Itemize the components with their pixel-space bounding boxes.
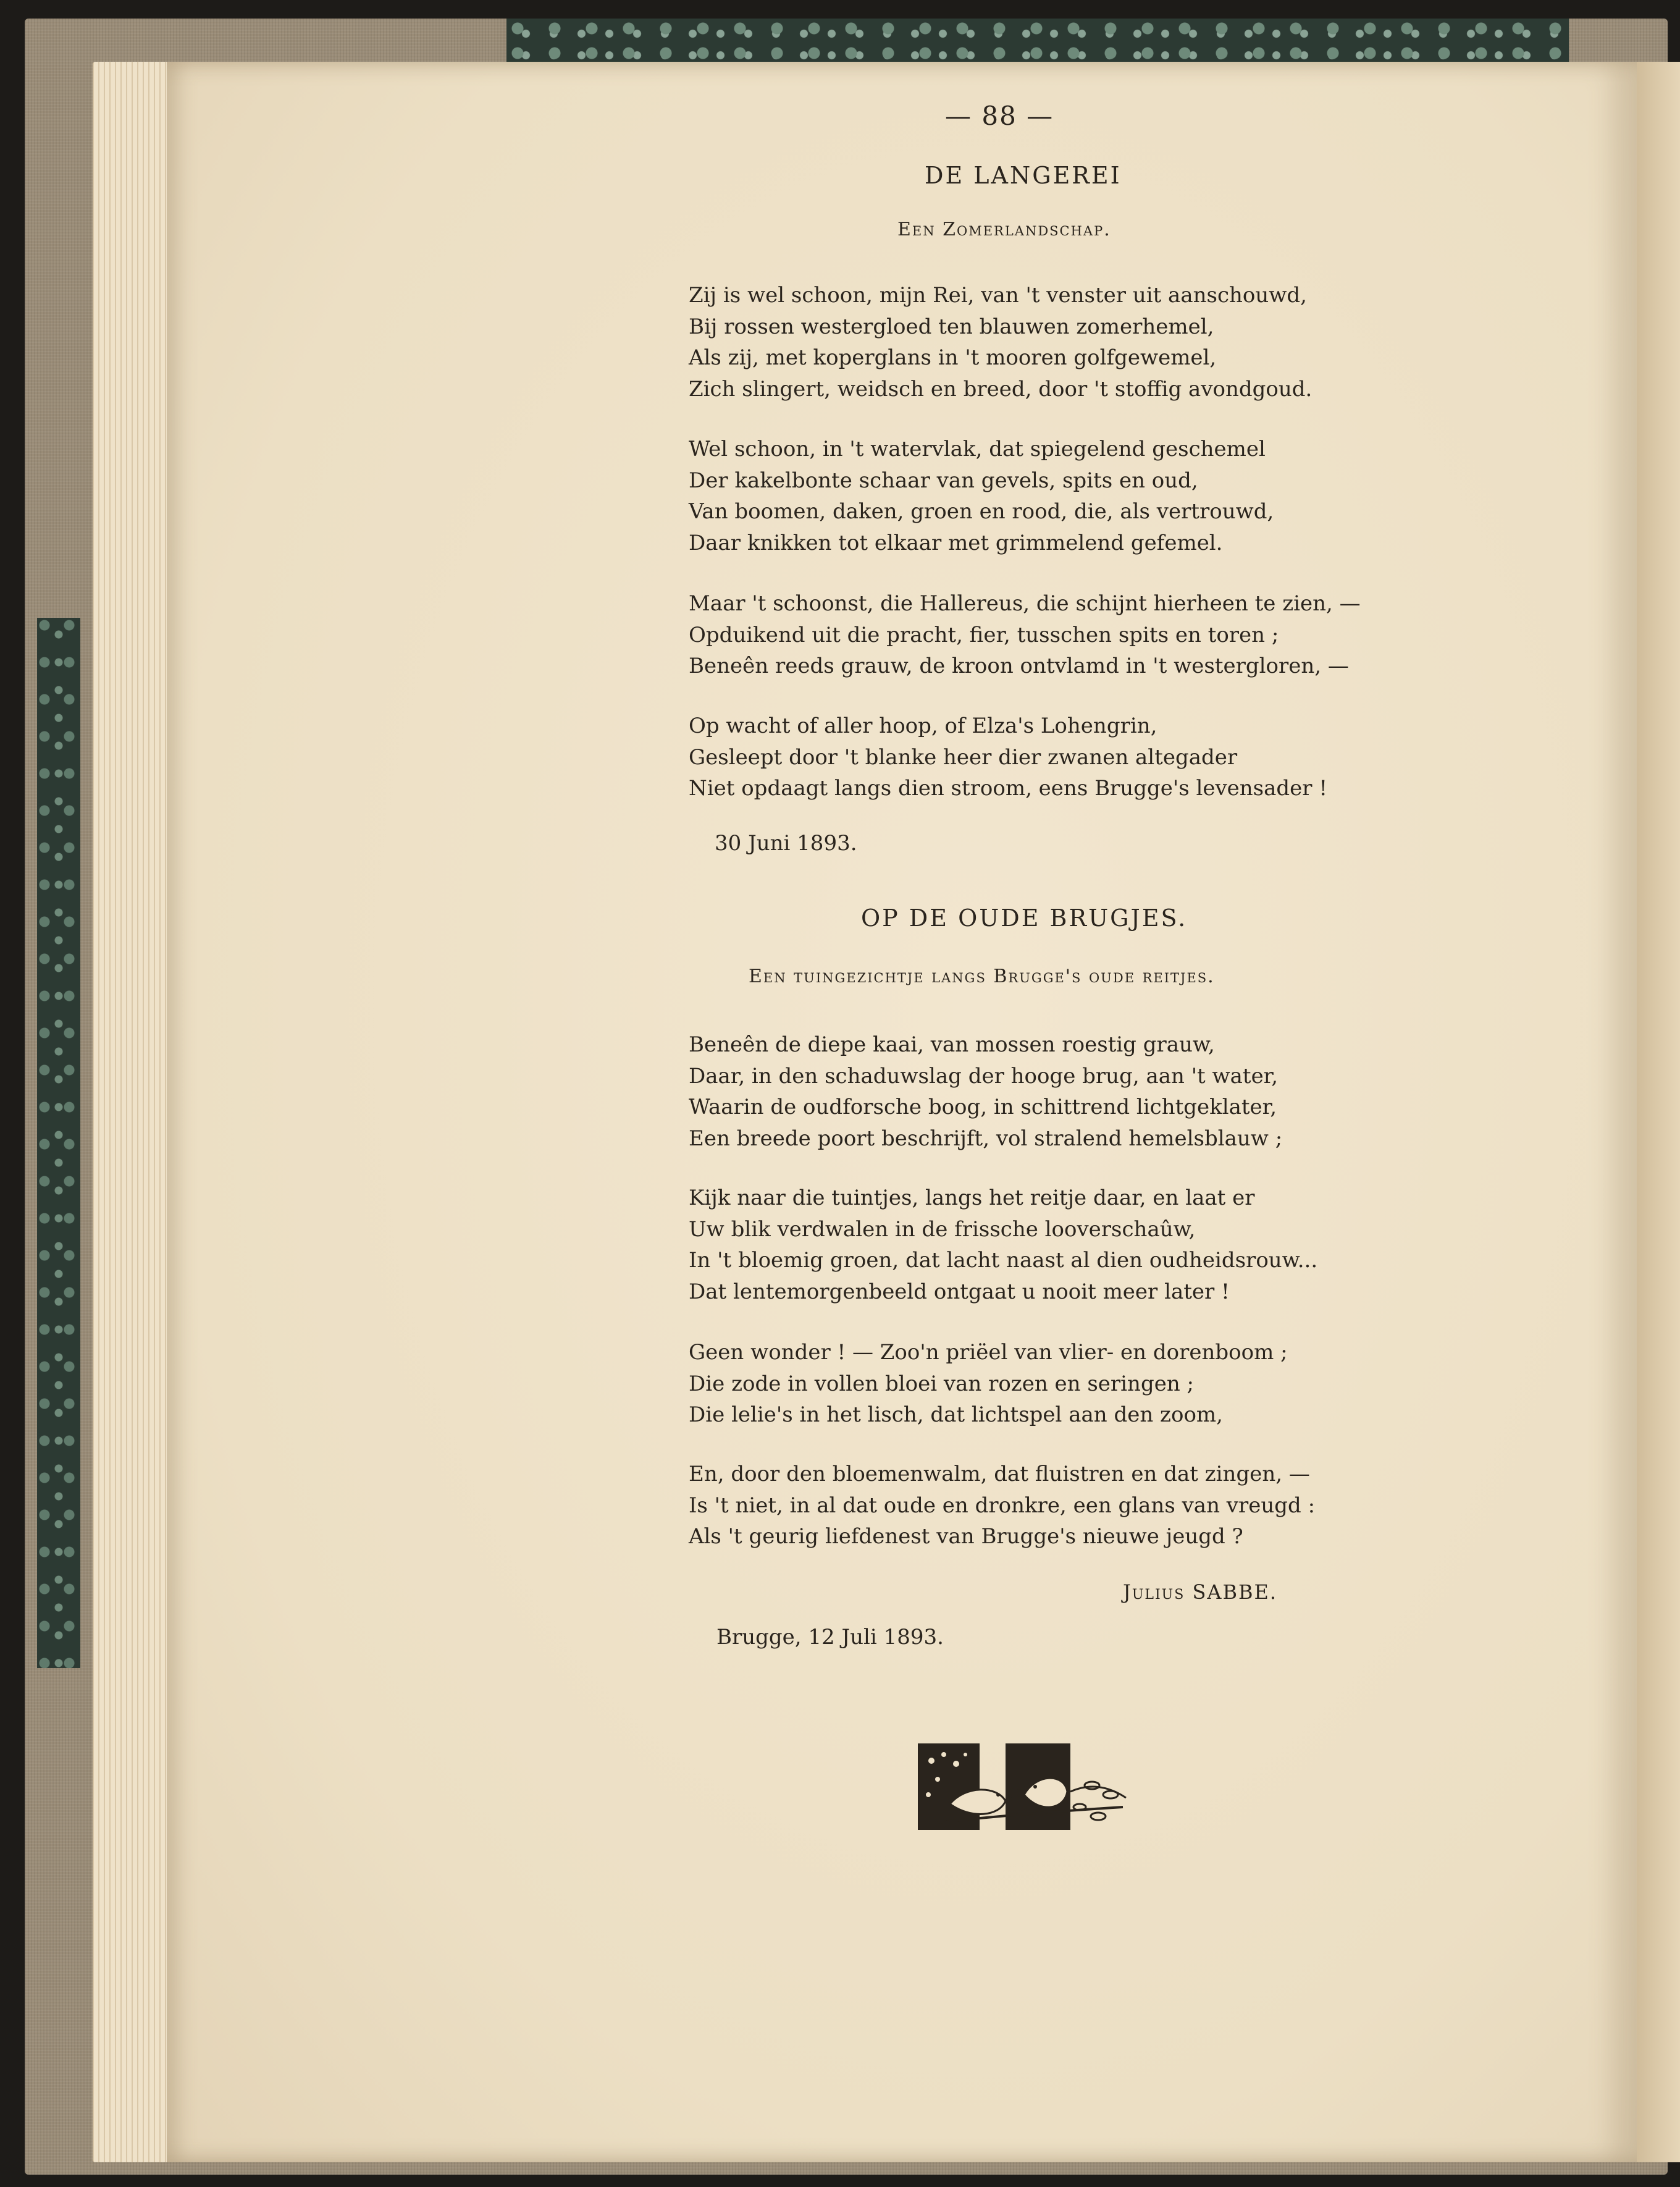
verse-line: Zij is wel schoon, mijn Rei, van 't venster uit aanschouwd, xyxy=(689,283,1307,308)
verse-line: Als zij, met koperglans in 't mooren golfgewemel, xyxy=(689,345,1217,370)
page-number: — 88 — xyxy=(945,101,1054,131)
verse-line: Kijk naar die tuintjes, langs het reitje daar, en laat er xyxy=(689,1186,1255,1210)
verse-line: Niet opdaagt langs dien stroom, eens Brugge's levensader ! xyxy=(689,776,1328,801)
poem2-stanza xyxy=(689,1029,1282,1154)
verse-line: En, door den bloemenwalm, dat fluistren en dat zingen, — xyxy=(689,1462,1310,1486)
verse-line: Is 't niet, in al dat oude en dronkre, een glans van vreugd : xyxy=(689,1493,1316,1518)
poem2-stanza xyxy=(689,1182,1317,1307)
verse-line: Opduikend uit die pracht, fier, tusschen spits en toren ; xyxy=(689,622,1279,647)
verse-line: Waarin de oudforsche boog, in schittrend lichtgeklater, xyxy=(689,1095,1277,1119)
poem1-date: 30 Juni 1893. xyxy=(715,831,857,856)
verse-line: Uw blik verdwalen in de frissche looverschaûw, xyxy=(689,1216,1196,1242)
poem1-stanza xyxy=(689,280,1312,405)
verse-line: Daar knikken tot elkaar met grimmelend gefemel. xyxy=(689,530,1223,555)
poem2-subtitle: Een tuingezichtje langs Brugge's oude reitjes. xyxy=(749,966,1215,987)
verse-line: Op wacht of aller hoop, of Elza's Lohengrin, xyxy=(689,714,1157,738)
marbled-endpaper-left xyxy=(37,618,80,1668)
verse-line: Der kakelbonte schaar van gevels, spits en oud, xyxy=(689,468,1198,493)
verse-line: Wel schoon, in 't watervlak, dat spiegelend geschemel xyxy=(689,437,1266,461)
author-signature: Julius SABBE. xyxy=(1123,1580,1278,1604)
verse-line: In 't bloemig groen, dat lacht naast al dien oudheidsrouw... xyxy=(689,1248,1318,1273)
poem1-subtitle: Een Zomerlandschap. xyxy=(897,219,1111,240)
poem2-stanza xyxy=(689,1337,1288,1431)
verse-line: Beneên de diepe kaai, van mossen roestig grauw, xyxy=(689,1032,1215,1057)
poem1-title: DE LANGEREI xyxy=(925,162,1122,189)
verse-line: Die zode in vollen bloei van rozen en seringen ; xyxy=(689,1371,1194,1396)
verse-line: Die lelie's in het lisch, dat lichtspel aan den zoom, xyxy=(689,1402,1223,1427)
poem2-title: OP DE OUDE BRUGJES. xyxy=(861,904,1188,932)
verse-line: Daar, in den schaduwslag der hooge brug, aan 't water, xyxy=(689,1063,1279,1089)
poem1-stanza xyxy=(689,588,1361,682)
verse-line: Bij rossen westergloed ten blauwen zomerhemel, xyxy=(689,314,1214,339)
verse-line: Geen wonder ! — Zoo'n priëel van vlier- en dorenboom ; xyxy=(689,1340,1288,1365)
facing-page-edge xyxy=(1631,62,1680,2162)
verse-line: Zich slingert, weidsch en breed, door 't stoffig avondgoud. xyxy=(689,376,1312,402)
verse-line: Dat lentemorgenbeeld ontgaat u nooit meer later ! xyxy=(689,1279,1230,1304)
verse-line: Beneên reeds grauw, de kroon ontvlamd in 't westergloren, — xyxy=(689,654,1349,678)
poem1-stanza xyxy=(689,710,1327,804)
page-edges xyxy=(93,62,173,2162)
poem2-stanza xyxy=(689,1459,1315,1553)
birds-vignette-ornament xyxy=(913,1736,1135,1841)
verse-line: Van boomen, daken, groen en rood, die, als vertrouwd, xyxy=(689,499,1274,524)
verse-line: Een breede poort beschrijft, vol stralend hemelsblauw ; xyxy=(689,1126,1283,1151)
verse-line: Gesleept door 't blanke heer dier zwanen altegader xyxy=(689,744,1238,770)
marbled-endpaper-top xyxy=(506,19,1569,68)
verse-line: Maar 't schoonst, die Hallereus, die schijnt hierheen te zien, — xyxy=(689,591,1361,616)
poem2-place-date: Brugge, 12 Juli 1893. xyxy=(716,1625,944,1650)
verse-line: Als 't geurig liefdenest van Brugge's nieuwe jeugd ? xyxy=(689,1524,1243,1549)
poem1-stanza xyxy=(689,434,1274,558)
